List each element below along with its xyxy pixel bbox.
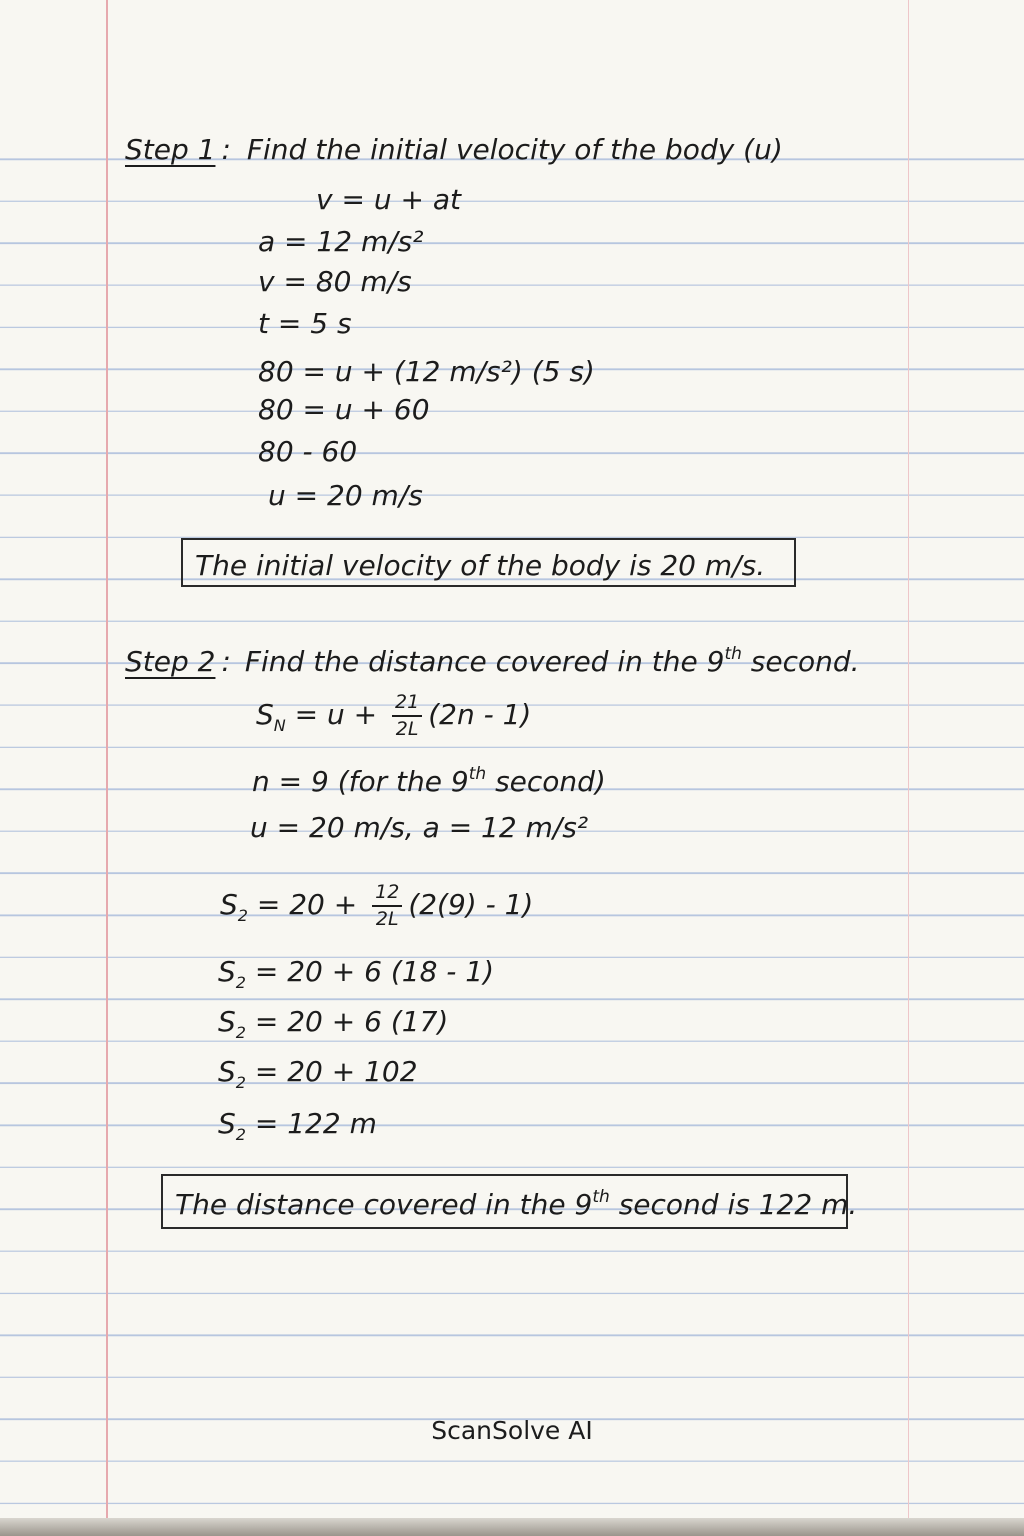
calc-line	[218, 1107, 377, 1144]
step1-heading	[125, 133, 783, 166]
step1-answer: The initial velocity of the body is 20 m/s.	[195, 549, 766, 582]
calc-subscript: 2	[235, 1125, 246, 1144]
n-line-end: second)	[486, 765, 606, 798]
step2-title-end: second.	[741, 645, 860, 678]
formula-fraction	[392, 692, 422, 740]
equation-line: u = 20 m/s	[268, 479, 423, 512]
calc-subscript: 2	[235, 1073, 246, 1092]
fraction-denominator: 2L	[375, 907, 399, 930]
calc-rhs: = 20 + 6 (18 - 1)	[245, 955, 495, 988]
red-margin-line	[106, 0, 108, 1536]
equation-line: a = 12 m/s²	[258, 225, 424, 258]
formula-symbol: S	[256, 697, 274, 731]
step2-label: Step 2	[125, 645, 216, 678]
answer-sup: th	[592, 1187, 610, 1207]
calc-subscript: 2	[235, 973, 246, 992]
step2-title-sup: th	[724, 644, 742, 664]
calc-line-fraction	[220, 882, 533, 930]
calc-line	[218, 955, 495, 992]
step1-label: Step 1	[125, 133, 216, 166]
calc-rhs: = 122 m	[245, 1107, 377, 1140]
calc-symbol: S	[218, 955, 236, 988]
right-margin-line	[908, 0, 909, 1536]
calc-rhs: = 20 + 6 (17)	[245, 1005, 449, 1038]
calc-symbol: S	[218, 1005, 236, 1038]
fraction-numerator: 21	[392, 692, 422, 717]
calc-line	[218, 1005, 449, 1042]
nth-second-formula	[256, 692, 531, 740]
page-edge-shadow	[0, 1518, 1024, 1536]
equation-line: 80 - 60	[258, 435, 358, 468]
calc-symbol: S	[218, 1107, 236, 1140]
answer-end: second is 122 m.	[609, 1188, 858, 1221]
calc-line	[218, 1055, 418, 1092]
step1-title: Find the initial velocity of the body (u)	[246, 133, 783, 166]
step2-answer	[175, 1187, 858, 1221]
calc-subscript: 2	[237, 905, 248, 925]
step1-colon: :	[221, 133, 231, 166]
calc-symbol: S	[218, 1055, 236, 1088]
calc-rhs: = 20 + 102	[245, 1055, 418, 1088]
formula-tail: (2n - 1)	[428, 697, 532, 731]
formula-subscript: N	[273, 715, 286, 735]
step2-heading	[125, 644, 860, 678]
fraction-denominator: 2L	[395, 717, 419, 740]
calc-middle: = 20 +	[247, 887, 367, 921]
fraction-numerator: 12	[372, 882, 402, 907]
n-line-text: n = 9 (for the 9	[252, 765, 469, 798]
calc-subscript: 2	[235, 1023, 246, 1042]
calc-symbol: S	[220, 887, 238, 921]
given-values-line: u = 20 m/s, a = 12 m/s²	[250, 811, 589, 844]
equation-line: 80 = u + (12 m/s²) (5 s)	[258, 355, 595, 388]
equation-line: t = 5 s	[258, 307, 352, 340]
step2-answer-box	[161, 1174, 858, 1229]
equation-line: 80 = u + 60	[258, 393, 430, 426]
step1-answer-box	[181, 538, 796, 587]
equation-line: v = u + at	[316, 183, 461, 216]
step2-colon: :	[221, 645, 231, 678]
n-value-line	[252, 764, 606, 798]
calc-tail: (2(9) - 1)	[408, 887, 534, 921]
paper-header-space	[0, 0, 1024, 118]
answer-text: The distance covered in the 9	[175, 1188, 593, 1221]
formula-middle: = u +	[285, 697, 387, 731]
n-line-sup: th	[468, 764, 487, 784]
calc-fraction	[372, 882, 402, 930]
equation-line: v = 80 m/s	[258, 265, 412, 298]
step2-title-text: Find the distance covered in the 9	[244, 645, 725, 678]
footer-brand: ScanSolve AI	[431, 1416, 593, 1445]
